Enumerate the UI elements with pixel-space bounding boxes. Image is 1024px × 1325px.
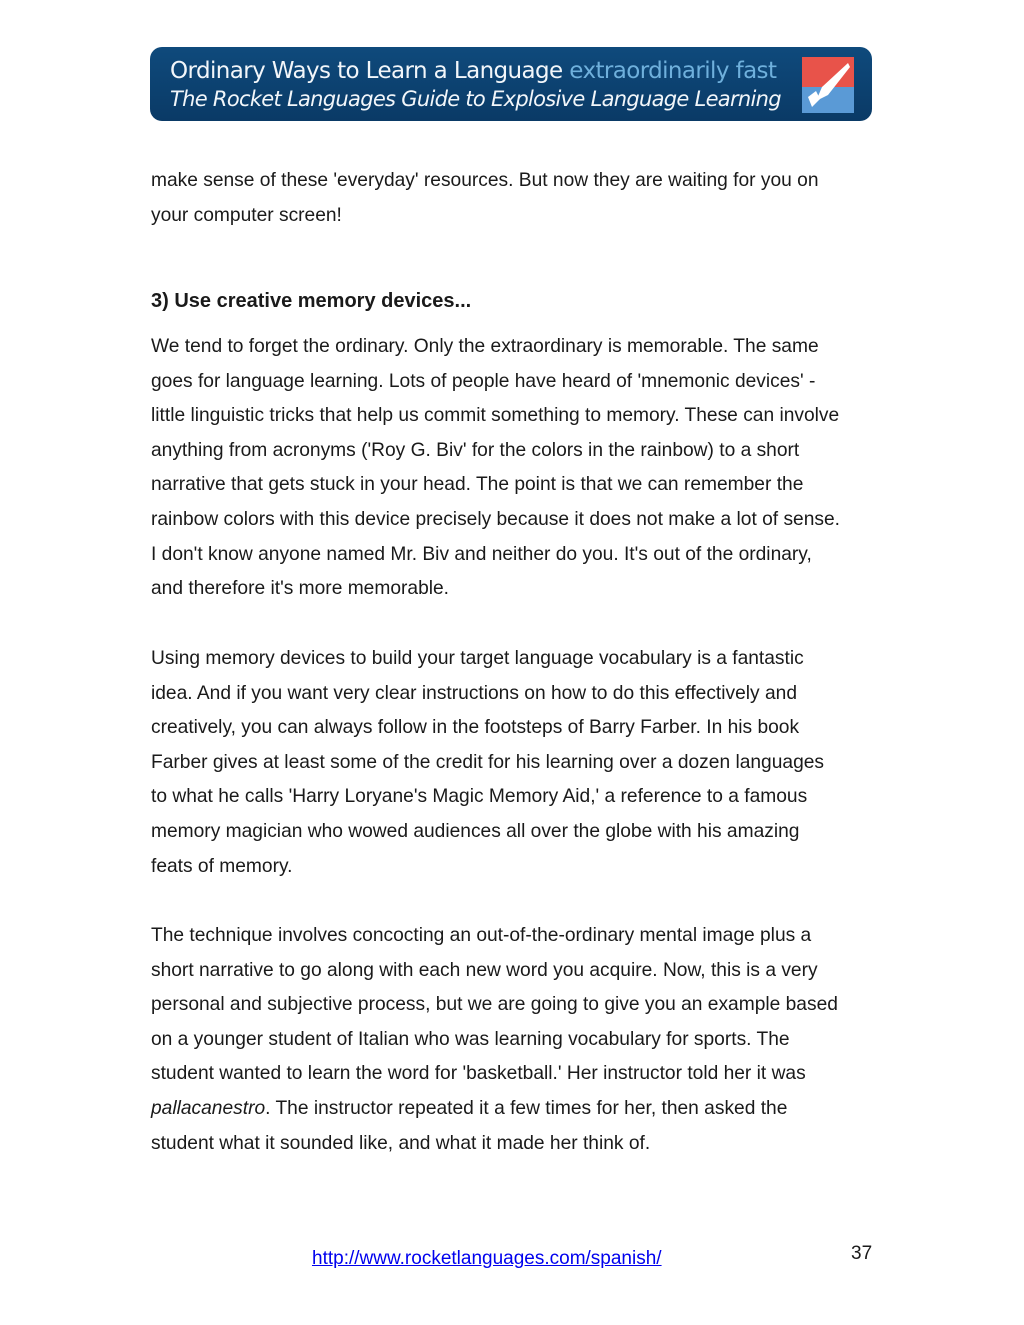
banner-subtitle: The Rocket Languages Guide to Explosive Language Learning: [170, 87, 781, 111]
banner-title: [170, 58, 776, 84]
text-line: short narrative to go along with each new word you acquire. Now, this is a very: [151, 959, 818, 981]
banner-title-main: Ordinary Ways to Learn a Language: [170, 58, 563, 84]
text-line: little linguistic tricks that help us commit something to memory. These can involve: [151, 405, 840, 427]
text-line: student wanted to learn the word for 'basketball.' Her instructor told her it was: [151, 1063, 806, 1085]
text-line: creatively, you can always follow in the footsteps of Barry Farber. In his book: [151, 717, 800, 739]
section-heading: 3) Use creative memory devices...: [151, 290, 472, 312]
italic-word: pallacanestro: [151, 1097, 266, 1119]
text-line: [151, 1092, 891, 1127]
text-line: make sense of these 'everyday' resources. But now they are waiting for you on: [151, 170, 819, 191]
header-banner: [150, 47, 872, 121]
page-number: 37: [851, 1243, 873, 1264]
text-line: idea. And if you want very clear instructions on how to do this effectively and: [151, 682, 797, 704]
text-line: Farber gives at least some of the credit for his learning over a dozen languages: [151, 751, 825, 773]
text-line: memory magician who wowed audiences all over the globe with his amazing: [151, 820, 800, 842]
paragraph-3: [151, 919, 891, 1161]
text-line: goes for language learning. Lots of people have heard of 'mnemonic devices' -: [151, 370, 816, 392]
text-line: and therefore it's more memorable.: [151, 578, 450, 600]
text-line: on a younger student of Italian who was learning vocabulary for sports. The: [151, 1028, 790, 1050]
text-line: feats of memory.: [151, 855, 293, 877]
text-segment: . The instructor repeated it a few times for her, then asked the: [265, 1097, 788, 1119]
text-line: rainbow colors with this device precisely because it does not make a lot of sense.: [151, 508, 840, 530]
paragraph-intro: [151, 164, 891, 233]
rocket-icon: [802, 57, 854, 113]
text-line: The technique involves concocting an out-of-the-ordinary mental image plus a: [151, 925, 812, 946]
text-line: We tend to forget the ordinary. Only the extraordinary is memorable. The same: [151, 336, 819, 357]
text-line: to what he calls 'Harry Loryane's Magic Memory Aid,' a reference to a famous: [151, 786, 808, 808]
text-line: Using memory devices to build your target language vocabulary is a fantastic: [151, 648, 804, 669]
text-line: anything from acronyms ('Roy G. Biv' for the colors in the rainbow) to a short: [151, 439, 800, 461]
footer-link[interactable]: http://www.rocketlanguages.com/spanish/: [312, 1248, 662, 1269]
text-line: your computer screen!: [151, 204, 342, 226]
paragraph-2: [151, 642, 891, 884]
banner-title-accent: extraordinarily fast: [569, 58, 777, 84]
paragraph-1: [151, 330, 891, 607]
text-line: student what it sounded like, and what it made her think of.: [151, 1132, 651, 1154]
text-line: narrative that gets stuck in your head. The point is that we can remember the: [151, 474, 804, 496]
text-line: personal and subjective process, but we are going to give you an example based: [151, 994, 838, 1016]
text-line: I don't know anyone named Mr. Biv and neither do you. It's out of the ordinary,: [151, 543, 812, 565]
